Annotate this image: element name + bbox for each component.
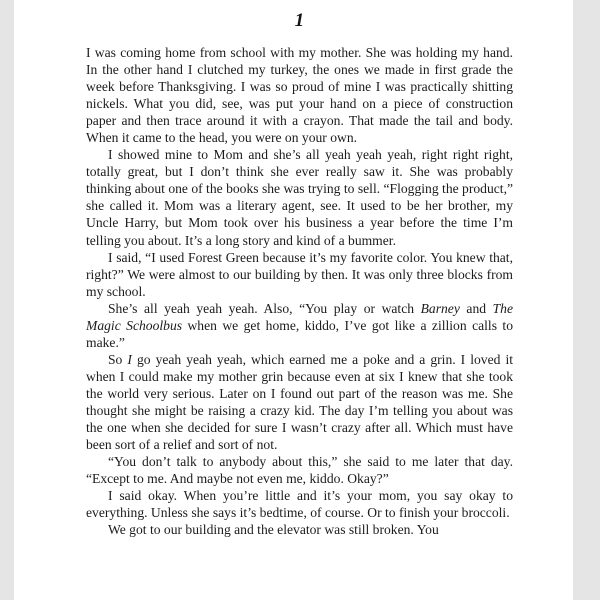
- body-text-block: [86, 44, 513, 538]
- italic-title-run: Barney: [420, 300, 460, 316]
- left-margin-gutter: [0, 0, 14, 600]
- body-paragraph: We got to our building and the elevator was still broken. You: [108, 522, 439, 538]
- italic-title-run: The Magic Schoolbus: [86, 300, 513, 333]
- body-paragraph: “You don’t talk to anybody about this,” she said to me later that day. “Except to me. And maybe not even me, kiddo. Okay?”: [86, 454, 513, 487]
- heading-body-spacer: [86, 31, 513, 44]
- body-paragraph: I showed mine to Mom and she’s all yeah yeah yeah, right right right, totally great, but I don’t think she ever really saw it. She was probably thinking about one of the books she was trying to sell. “Flogging the product,” she called it. Mom was a literary agent, see. It used to be her brother, my Uncle Harry, but Mom took over his business a year before the time I’m telling you about. It’s a long story and kind of a bummer.: [86, 147, 514, 248]
- body-paragraph: So I go yeah yeah yeah, which earned me a poke and a grin. I loved it when I could make my mother grin because even at six I knew that she took the world very serious. Later on I found out part of the reason was me. She thought she might be raising a crazy kid. The day I’m telling you about was the one when she decided for sure I wasn’t crazy after all. Which must have been sort of a relief and sort of not.: [86, 351, 513, 453]
- body-paragraph: I was coming home from school with my mother. She was holding my hand. In the other hand I clutched my turkey, the ones we made in first grade the week before Thanksgiving. I was so proud of mine I was practically shitting nickels. What you did, see, was put your hand on a piece of construction paper and then trace around it with a crayon. That made the tail and body. When it came to the head, you were on your own.: [86, 45, 513, 146]
- right-margin-gutter: [573, 0, 600, 600]
- book-page: [14, 0, 573, 600]
- body-paragraph: I said okay. When you’re little and it’s your mom, you say okay to everything. Unless she says it’s bedtime, of course. Or to finish your broccoli.: [86, 488, 513, 521]
- chapter-number-heading: 1: [294, 10, 305, 31]
- page-content-column: [86, 0, 513, 538]
- body-paragraph: She’s all yeah yeah yeah. Also, “You play or watch Barney and The Magic Schoolbus when we get home, kiddo, I’ve got like a zillion calls to make.”: [86, 300, 513, 350]
- body-paragraph: I said, “I used Forest Green because it’s my favorite color. You knew that, right?” We were almost to our building by then. It was only three blocks from my school.: [86, 249, 513, 299]
- italic-title-run: I: [127, 351, 132, 367]
